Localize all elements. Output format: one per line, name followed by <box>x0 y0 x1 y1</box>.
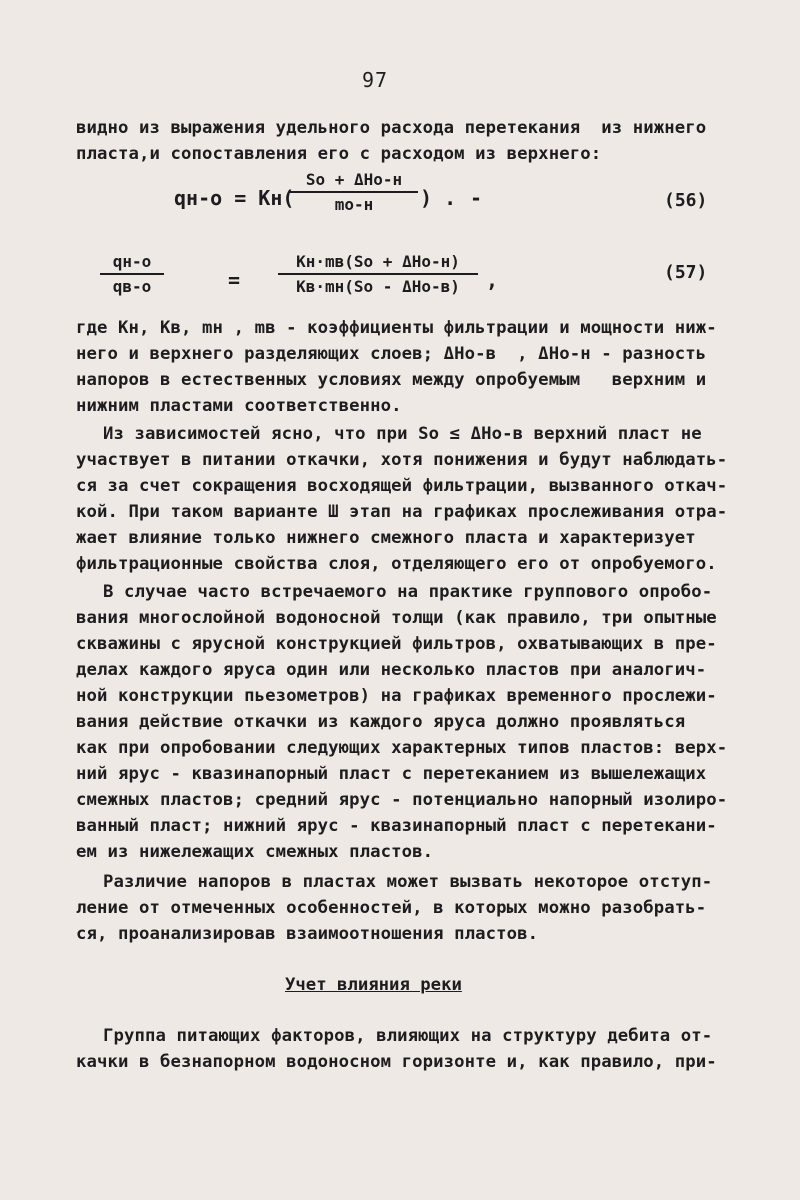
eq56-rhs: ) . <box>420 186 457 210</box>
eq56-numerator: So + ΔHо-н <box>305 170 403 189</box>
eq57-left-fraction <box>100 252 164 296</box>
equation-number-57: (57) <box>664 262 708 283</box>
text-line: вания действие откачки из каждого яруса должно проявляться <box>76 712 686 732</box>
eq57-left-numerator: qн-о <box>112 252 152 271</box>
text-line: скважины с ярусной конструкцией фильтров, охватывающих в пре- <box>76 634 717 654</box>
fraction-bar <box>278 273 478 275</box>
paragraph-first-line: Различие напоров в пластах может вызвать некоторое отступ- <box>103 872 713 892</box>
text-line: видно из выражения удельного расхода перетекания из нижнего <box>76 118 707 138</box>
text-line: где Kн, Kв, mн , mв - коэффициенты фильтрации и мощности ниж- <box>76 318 717 338</box>
equation-number-56: (56) <box>664 190 708 211</box>
section-heading: Учет влияния реки <box>285 975 462 995</box>
eq57-right-numerator: Kн·mв(So + ΔHо-н) <box>296 252 460 271</box>
text-line: участвует в питании откачки, хотя понижения и будут наблюдать- <box>76 450 728 470</box>
text-line: качки в безнапорном водоносном горизонте и, как правило, при- <box>76 1052 717 1072</box>
fraction-bar <box>100 273 164 275</box>
eq57-comma: , <box>486 268 499 292</box>
eq57-right-denominator: Kв·mн(So - ΔHо-в) <box>296 277 460 296</box>
paragraph-first-line: Из зависимостей ясно, что при So ≤ ΔHо-в верхний пласт не <box>103 424 702 444</box>
eq56-lhs: qн-о = Kн( <box>174 186 295 210</box>
text-line: нижним пластами соответственно. <box>76 396 402 416</box>
text-line: ний ярус - квазинапорный пласт с перетеканием из вышележащих <box>76 764 707 784</box>
text-line: напоров в естественных условиях между опробуемым верхним и <box>76 370 707 390</box>
text-line: как при опробовании следующих характерных типов пластов: верх- <box>76 738 728 758</box>
paragraph-first-line: Группа питающих факторов, влияющих на структуру дебита от- <box>103 1026 713 1046</box>
text-line: ление от отмеченных особенностей, в которых можно разобрать- <box>76 898 707 918</box>
text-line: жает влияние только нижнего смежного пласта и характеризует <box>76 528 696 548</box>
text-line: делах каждого яруса один или несколько пластов при аналогич- <box>76 660 707 680</box>
text-line: ем из нижележащих смежных пластов. <box>76 842 434 862</box>
paragraph-first-line: В случае часто встречаемого на практике группового опробо- <box>103 582 713 602</box>
eq57-right-fraction <box>278 252 478 296</box>
eq56-fraction <box>290 170 418 214</box>
text-line: ся за счет сокращения восходящей фильтрации, вызванного откач- <box>76 476 728 496</box>
text-line: вания многослойной водоносной толщи (как правило, три опытные <box>76 608 717 628</box>
text-line: ной конструкции пьезометров) на графиках временного прослежи- <box>76 686 717 706</box>
text-line: кой. При таком варианте Ш этап на графиках прослеживания отра- <box>76 502 728 522</box>
text-line: ванный пласт; нижний ярус - квазинапорный пласт с перетекани- <box>76 816 717 836</box>
eq57-left-denominator: qв-о <box>112 277 152 296</box>
text-line: ся, проанализировав взаимоотношения пластов. <box>76 924 539 944</box>
text-line: фильтрационные свойства слоя, отделяющего его от опробуемого. <box>76 554 717 574</box>
fraction-bar <box>290 191 418 193</box>
eq56-denominator: mо-н <box>334 195 374 214</box>
eq56-dash: - <box>470 186 483 210</box>
text-line: смежных пластов; средний ярус - потенциально напорный изолиро- <box>76 790 728 810</box>
text-line: него и верхнего разделяющих слоев; ΔHо-в , ΔHо-н - разность <box>76 344 707 364</box>
text-line: пласта,и сопоставления его с расходом из верхнего: <box>76 144 602 164</box>
page-number: 97 <box>362 68 389 92</box>
eq57-equals: = <box>228 268 241 292</box>
